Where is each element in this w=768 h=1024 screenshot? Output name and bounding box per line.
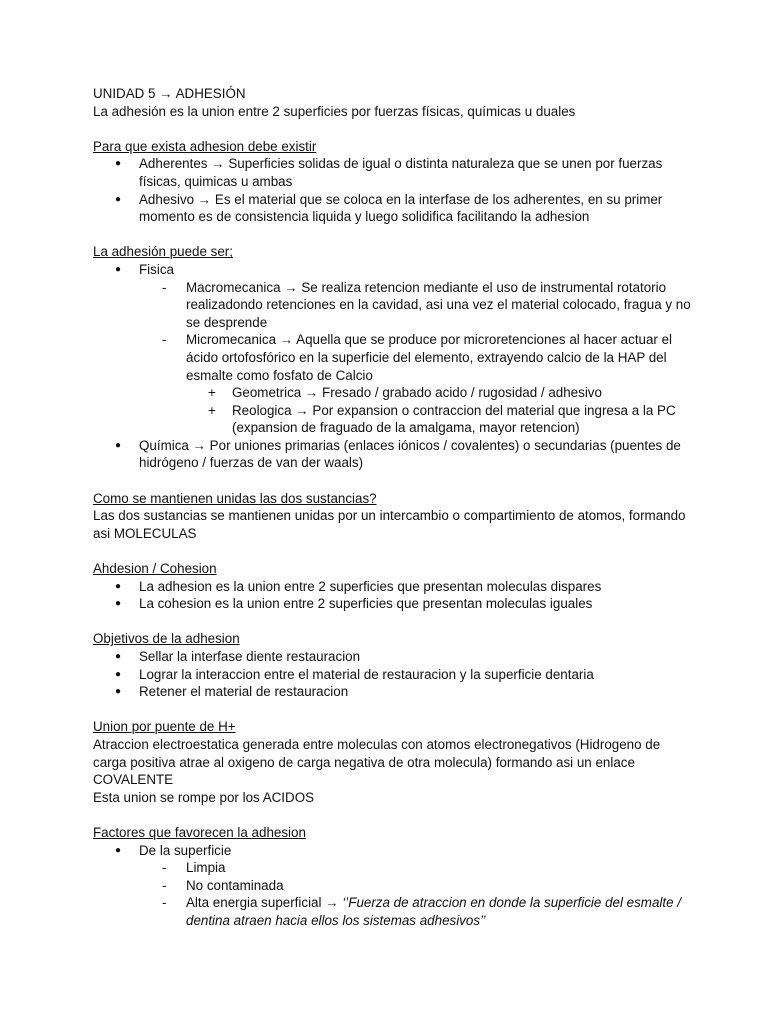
sub-sub-item-reologica: + Reologica → Por expansion o contraccion del material que ingresa a la PC (expansion de fraguado de la amalgama, mayor retencion) <box>93 402 693 437</box>
sub-item-macromecanica: - Macromecanica → Se realiza retencion mediante el uso de instrumental rotatorio realizadondo retenciones en la cavidad, asi una vez el material colocado, fragua y no se desprende <box>93 279 693 332</box>
list-item: ● Adherentes → Superficies solidas de igual o distinta naturaleza que se unen por fuerzas físicas, quimicas u ambas <box>93 155 693 190</box>
intro-text: La adhesión es la union entre 2 superficies por fuerzas físicas, químicas u duales <box>93 103 576 119</box>
section-heading-factores: Factores que favorecen la adhesion <box>93 824 306 840</box>
tipos-list <box>93 261 693 472</box>
puente-h-text: Atraccion electroestatica generada entre moleculas con atomos electronegativos (Hidrogeno de carga positiva atrae al oxigeno de carga negativa de otra molecula) formando asi un enlace COVALENTE <box>93 736 661 788</box>
sub-item-micromecanica: - Micromecanica → Aquella que se produce por microretenciones al hacer actuar el ácido ortofosfórico en la superficie del elemento, extrayendo calcio de la HAP del esmalte como fosfato de Calcio <box>93 331 693 384</box>
sub-item-alta-energia <box>93 894 693 929</box>
list-item-fisica: ● Fisica <box>93 261 693 279</box>
section-heading-objetivos: Objetivos de la adhesion <box>93 631 240 647</box>
list-item: ● Retener el material de restauracion <box>93 683 693 701</box>
list-item: ● Lograr la interaccion entre el material de restauracion y la superficie dentaria <box>93 666 693 684</box>
sustancias-text: Las dos sustancias se mantienen unidas por un intercambio o compartimiento de atomos, formando asi MOLECULAS <box>93 508 686 541</box>
section-heading-puente-h: Union por puente de H+ <box>93 719 236 735</box>
requisitos-list <box>93 155 693 225</box>
list-item: ● La cohesion es la union entre 2 superficies que presentan moleculas iguales <box>93 595 693 613</box>
document-title: UNIDAD 5 → ADHESIÓN <box>93 86 246 101</box>
alta-energia-label: Alta energia superficial → <box>186 895 343 911</box>
section-heading-adhesion-cohesion: Ahdesion / Cohesion <box>93 561 217 577</box>
alta-energia-quote: ‘’Fuerza de atraccion en donde la superficie del esmalte / dentina atraen hacia ellos los sistemas adhesivos’’ <box>186 895 681 928</box>
sub-item: - Limpia <box>93 859 693 877</box>
section-heading-sustancias: Como se mantienen unidas las dos sustancias? <box>93 490 377 506</box>
list-item-superficie: ● De la superficie <box>93 842 693 860</box>
section-heading-requisitos: Para que exista adhesion debe existir <box>93 138 317 154</box>
list-item: ● Adhesivo → Es el material que se coloca en la interfase de los adherentes, en su primer momento es de consistencia liquida y luego solidifica facilitando la adhesion <box>93 191 693 226</box>
list-item: ● Sellar la interfase diente restauracion <box>93 648 693 666</box>
factores-list <box>93 842 693 930</box>
sub-sub-item-geometrica: + Geometrica → Fresado / grabado acido / rugosidad / adhesivo <box>93 384 693 402</box>
list-item: ● La adhesion es la union entre 2 superficies que presentan moleculas dispares <box>93 578 693 596</box>
puente-h-text-2: Esta union se rompe por los ACIDOS <box>93 789 315 805</box>
document-content <box>93 85 693 930</box>
list-item-quimica: ● Química → Por uniones primarias (enlaces iónicos / covalentes) o secundarias (puentes de hidrógeno / fuerzas de van der waals) <box>93 437 693 472</box>
section-heading-tipos: La adhesión puede ser; <box>93 244 233 260</box>
sub-item: - No contaminada <box>93 877 693 895</box>
adhesion-cohesion-list <box>93 578 693 613</box>
objetivos-list <box>93 648 693 701</box>
